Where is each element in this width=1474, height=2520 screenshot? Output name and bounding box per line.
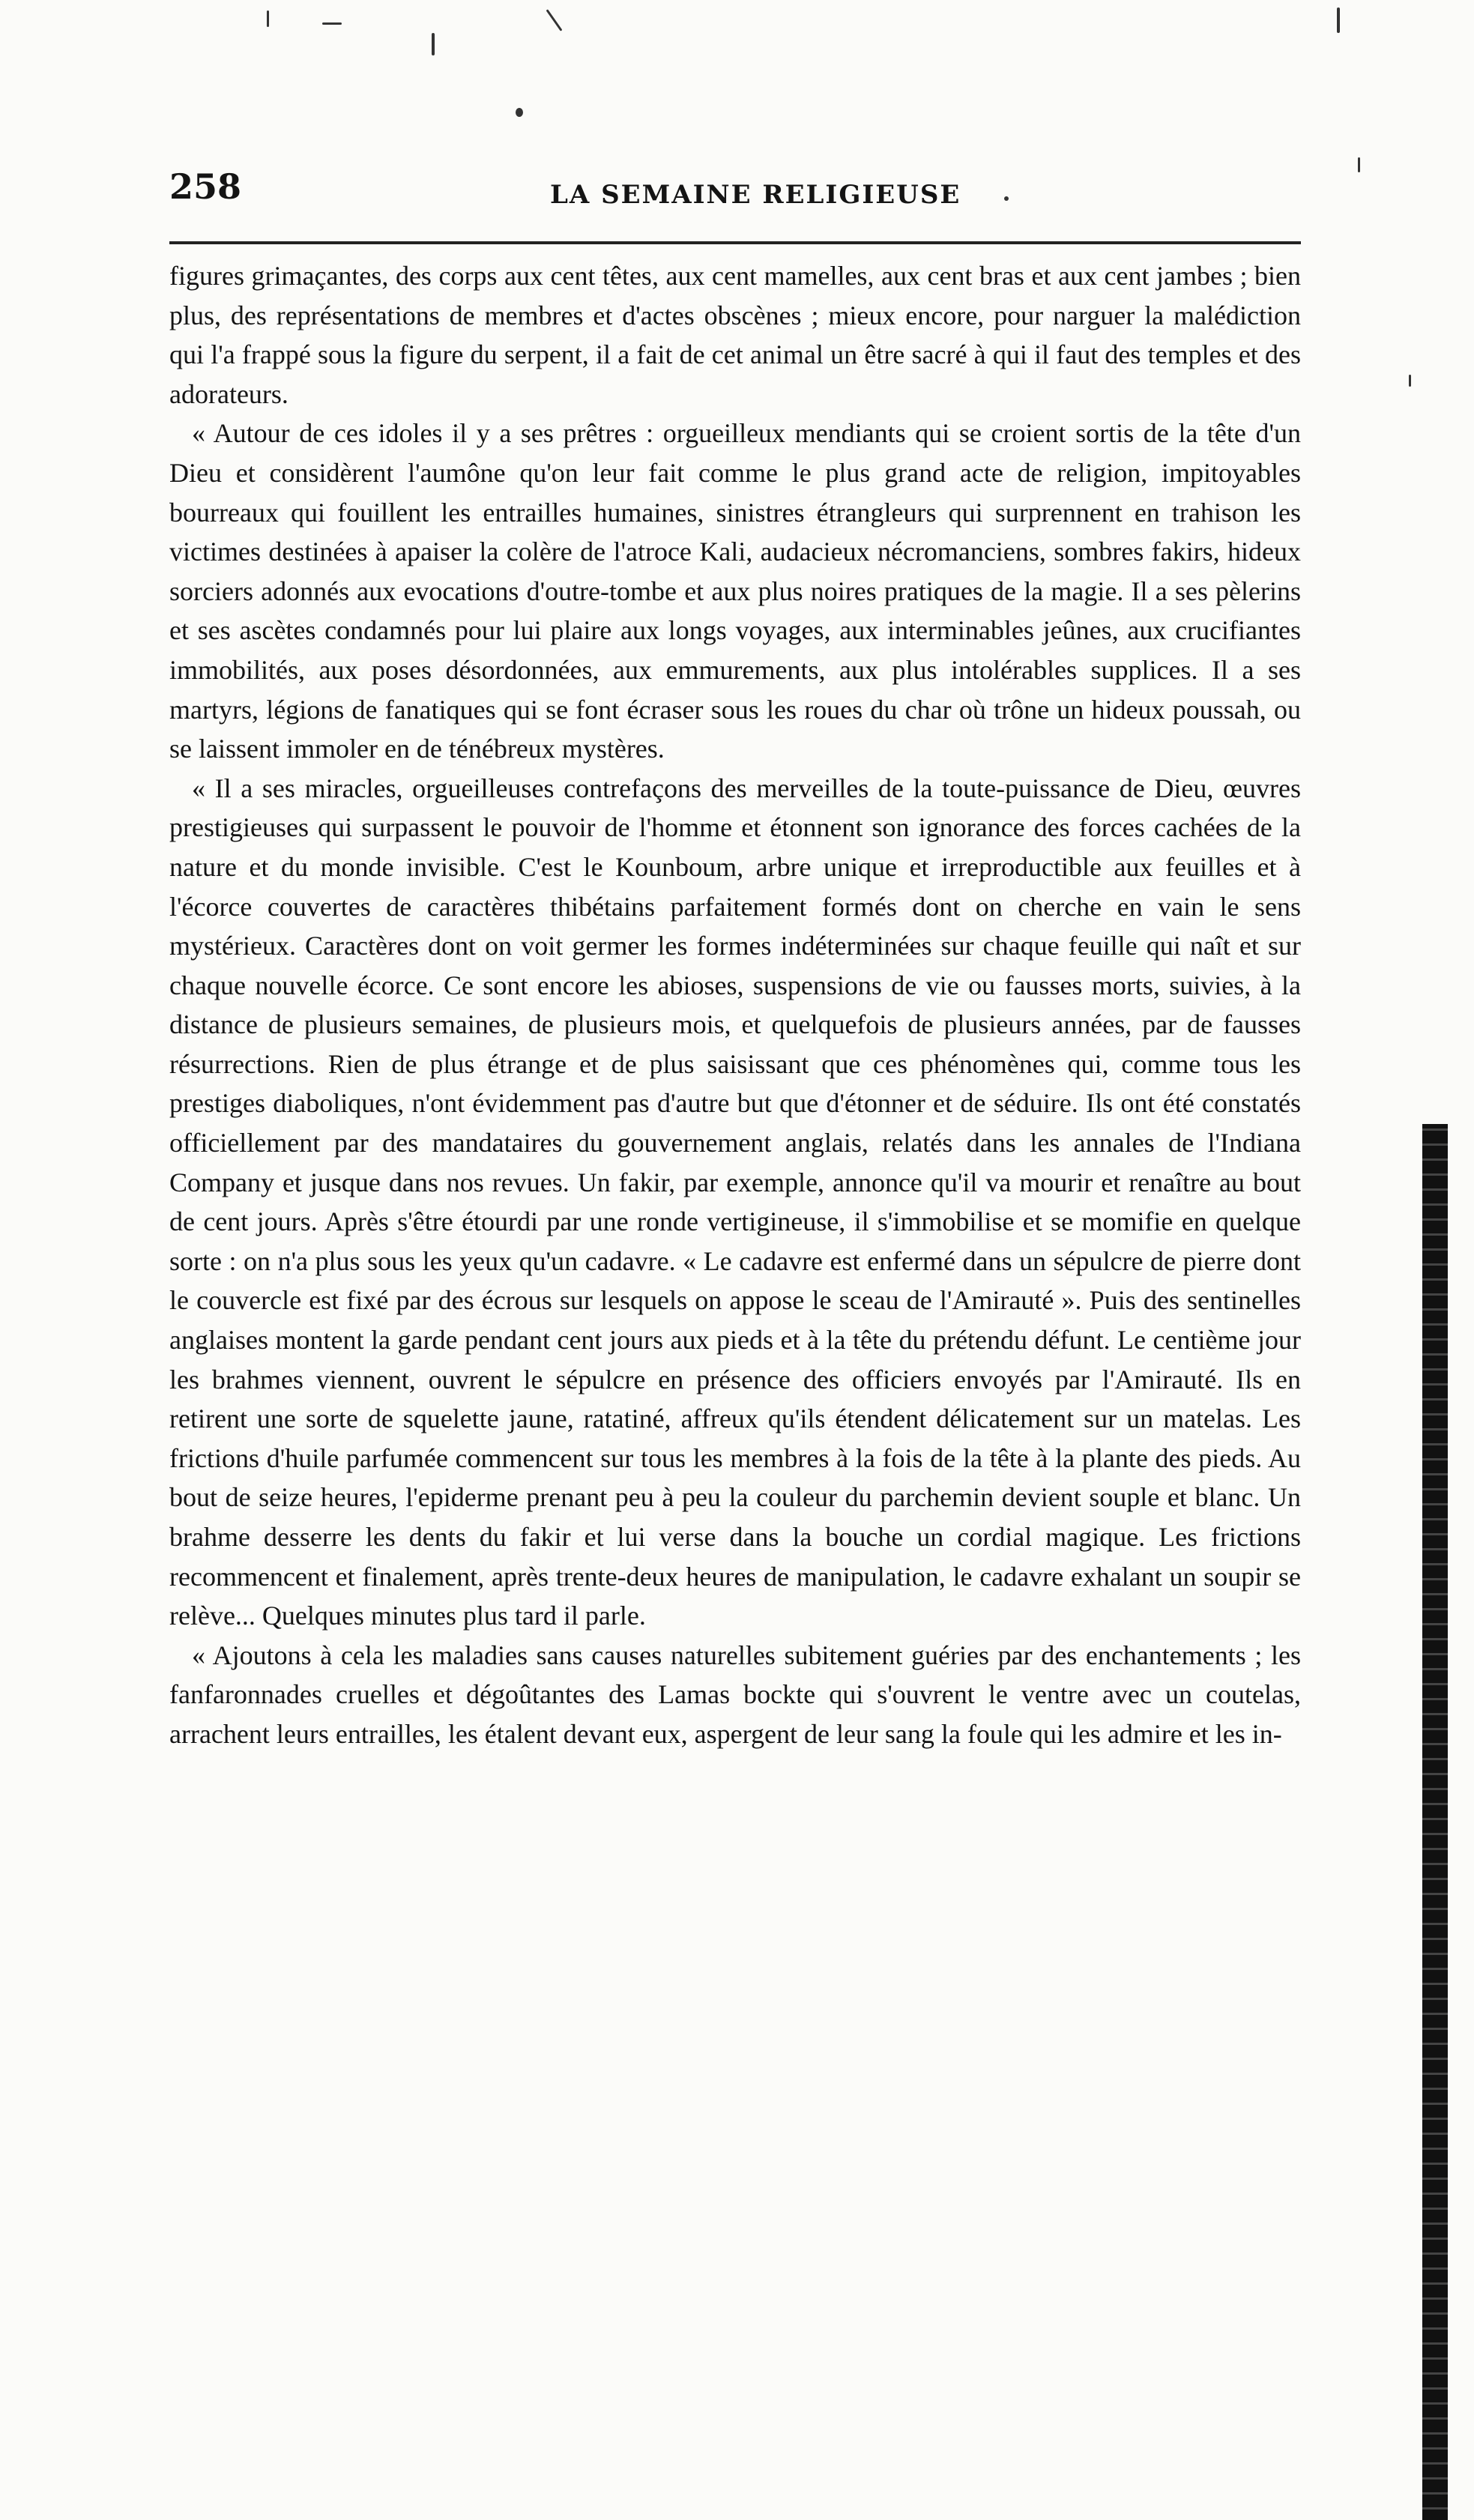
page-number: 258	[169, 166, 242, 207]
paragraph-3: « Il a ses miracles, orgueilleuses contrefaçons des merveilles de la toute-puissance de Dieu, œuvres prestigieuses qui surpassent le pouvoir de l'homme et étonnent son ignorance des forces cachées de la nature et du monde invisible. C'est le Kounboum, arbre unique et irreproductible aux feuilles et à l'écorce couvertes de caractères thibétains parfaitement formés dont on cherche en vain le sens mystérieux. Caractères dont on voit germer les formes indéterminées sur chaque feuille qui naît et sur chaque nouvelle écorce. Ce sont encore les abioses, suspensions de vie ou fausses morts, suivies, à la distance de plusieurs semaines, de plusieurs mois, et quelquefois de plusieurs années, par de fausses résurrections. Rien de plus étrange et de plus saisissant que ces phénomènes qui, comme tous les prestiges diaboliques, n'ont évidemment pas d'autre but que d'étonner et de séduire. Ils ont été constatés officiellement par des mandataires du gouvernement anglais, relatés dans les annales de l'Indiana Company et jusque dans nos revues. Un fakir, par exemple, annonce qu'il va mourir et renaître au bout de cent jours. Après s'être étourdi par une ronde vertigineuse, il s'immobilise et se momifie en quelque sorte : on n'a plus sous les yeux qu'un cadavre. « Le cadavre est enfermé dans un sépulcre de pierre dont le couvercle est fixé par des écrous sur lesquels on appose le sceau de l'Amirauté ». Puis des sentinelles anglaises montent la garde pendant cent jours aux pieds et à la tête du prétendu défunt. Le centième jour les brahmes viennent, ouvrent le sépulcre en présence des officiers envoyés par l'Amirauté. Ils en retirent une sorte de squelette jaune, ratatiné, affreux qu'ils étendent délicatement sur un matelas. Les frictions d'huile parfumée commencent sur tous les membres à la fois de la tête à la plante des pieds. Au bout de seize heures, l'epiderme prenant peu à peu la couleur du parchemin devient souple et blanc. Un brahme desserre les dents du fakir et lui verse dans la bouche un cordial magique. Les frictions recommencent et finalement, après trente-deux heures de manipulation, le cadavre exhalant un soupir se relève... Quelques minutes plus tard il parle.	[169, 773, 1301, 1631]
paragraph-4: « Ajoutons à cela les maladies sans causes naturelles subitement guéries par des enchantements ; les fanfaronnades cruelles et dégoûtantes des Lamas bockte qui s'ouvrent le ventre avec un coutelas, arrachent leurs entrailles, les étalent devant eux, aspergent de leur sang la foule qui les admire et les in-	[169, 1640, 1301, 1749]
scan-speck	[322, 22, 342, 25]
scan-speck	[1409, 375, 1411, 387]
scan-dark-edge	[1422, 1124, 1448, 2520]
scan-speck	[1004, 196, 1009, 201]
scan-speck	[1337, 7, 1340, 33]
scan-speck	[546, 9, 563, 31]
paragraph-1: figures grimaçantes, des corps aux cent têtes, aux cent mamelles, aux cent bras et aux cent jambes ; bien plus, des représentations de membres et d'actes obscènes ; mieux encore, pour narguer la malédiction qui l'a frappé sous la figure du serpent, il a fait de cet animal un être sacré à qui il faut des temples et des adorateurs.	[169, 261, 1301, 409]
paragraph-2: « Autour de ces idoles il y a ses prêtres : orgueilleux mendiants qui se croient sortis de la tête d'un Dieu et considèrent l'aumône qu'on leur fait comme le plus grand acte de religion, impitoyables bourreaux qui fouillent les entrailles humaines, sinistres étrangleurs qui surprennent en trahison les victimes destinées à apaiser la colère de l'atroce Kali, audacieux nécromanciens, sombres fakirs, hideux sorciers adonnés aux evocations d'outre-tombe et aux plus noires pratiques de la magie. Il a ses pèlerins et ses ascètes condamnés pour lui plaire aux longs voyages, aux interminables jeûnes, aux crucifiantes immobilités, aux poses désordonnées, aux emmurements, aux plus intolérables supplices. Il a ses martyrs, légions de fanatiques qui se font écraser sous les roues du char où trône un hideux poussah, ou se laissent immoler en de ténébreux mystères.	[169, 418, 1301, 764]
scan-speck	[1358, 157, 1360, 172]
body-text	[169, 256, 1301, 1754]
scan-speck	[432, 33, 435, 55]
scan-speck	[267, 10, 269, 27]
header-rule	[169, 241, 1301, 244]
page-header	[169, 166, 1301, 211]
running-title: LA SEMAINE RELIGIEUSE	[550, 180, 961, 210]
scan-speck	[516, 108, 523, 117]
